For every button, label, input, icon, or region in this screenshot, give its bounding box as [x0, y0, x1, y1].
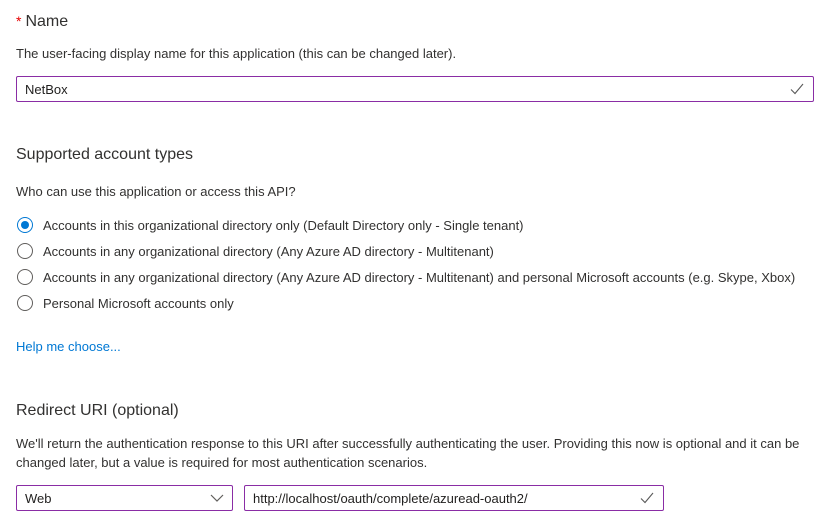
radio-button-icon — [17, 217, 33, 233]
account-types-title: Supported account types — [16, 146, 194, 163]
redirect-uri-input-container — [244, 485, 664, 511]
radio-multitenant-personal[interactable] — [16, 264, 814, 290]
radio-button-icon — [17, 269, 33, 285]
required-asterisk: * — [16, 13, 22, 29]
redirect-uri-row — [16, 485, 814, 511]
name-input[interactable] — [17, 77, 813, 101]
name-description: The user-facing display name for this application (this can be changed later). — [16, 46, 457, 61]
platform-select-dropdown[interactable] — [16, 485, 233, 511]
redirect-uri-input[interactable] — [245, 486, 663, 510]
account-types-question: Who can use this application or access this API? — [16, 184, 296, 199]
chevron-down-icon — [210, 494, 224, 503]
checkmark-icon — [789, 81, 805, 97]
radio-button-icon — [17, 295, 33, 311]
redirect-uri-description: We'll return the authentication response to this URI after successfully authenticating the user. Providing this now is optional and it can be changed later, but a value is required for most authentication scenarios. — [16, 436, 800, 470]
redirect-uri-section — [16, 400, 814, 511]
account-types-radio-group — [16, 212, 814, 316]
help-me-choose-link[interactable]: Help me choose... — [16, 339, 121, 354]
account-types-section — [16, 144, 814, 356]
radio-label: Accounts in any organizational directory (Any Azure AD directory - Multitenant) — [43, 243, 494, 259]
radio-multitenant[interactable] — [16, 238, 814, 264]
radio-single-tenant[interactable] — [16, 212, 814, 238]
name-section-title-text: Name — [25, 13, 69, 30]
radio-personal-only[interactable] — [16, 290, 814, 316]
radio-button-icon — [17, 243, 33, 259]
platform-selected-value: Web — [25, 490, 52, 506]
radio-label: Personal Microsoft accounts only — [43, 295, 234, 311]
radio-label: Accounts in any organizational directory (Any Azure AD directory - Multitenant) and personal Microsoft accounts (e.g. Skype, Xbox) — [43, 269, 796, 285]
redirect-uri-title: Redirect URI (optional) — [16, 402, 179, 419]
name-input-container — [16, 76, 814, 102]
checkmark-icon — [639, 490, 655, 506]
radio-label: Accounts in this organizational directory only (Default Directory only - Single tenant) — [43, 217, 524, 233]
name-section-title — [16, 11, 814, 32]
name-section — [16, 11, 814, 102]
